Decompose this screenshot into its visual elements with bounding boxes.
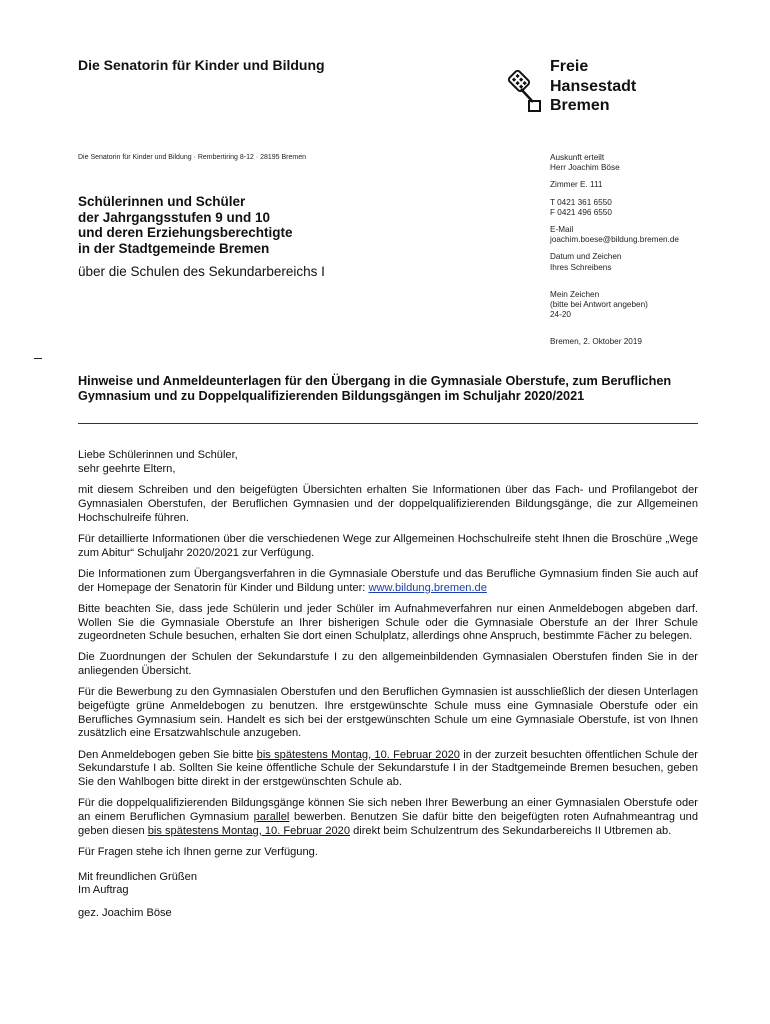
our-reference-hint: (bitte bei Antwort angeben): [550, 300, 648, 310]
deadline-underlined: bis spätestens Montag, 10. Februar 2020: [256, 748, 460, 761]
info-column: [550, 153, 750, 355]
contact-label: Auskunft erteilt: [550, 153, 605, 162]
paragraph-6: Für die Bewerbung zu den Gymnasialen Oberstufen und den Beruflichen Gymnasien ist ausschließlich der diesen Unterlagen beigefügte grüne Anmeldebogen zu benutzen. Ihre erstgewünschte Schule muss eine Gymnasiale Oberstufe oder ein Berufliches Gymnasium sein. Handelt es sich bei der erstgewünschten Schule um eine Gymnasiale Oberstufe, ist von Ihnen zusätzlich eine Ersatzwahlschule anzugeben.: [78, 686, 698, 740]
website-link[interactable]: www.bildung.bremen.de: [368, 581, 487, 594]
contact-name: Herr Joachim Böse: [550, 163, 620, 173]
deadline-underlined-2: bis spätestens Montag, 10. Februar 2020: [147, 824, 350, 837]
paragraph-3-text: Die Informationen zum Übergangsverfahren in die Gymnasiale Oberstufe und das Berufliche Gymnasium finden Sie auch auf der Homepage der Senatorin für Kinder und Bildung unter:: [78, 567, 698, 594]
fold-mark: [34, 358, 42, 359]
logo-line-3: Bremen: [550, 97, 610, 114]
paragraph-8-text-b: bewerben. Benutzen Sie dafür bitte den beigefügten roten Aufnahmeantrag und geben diesen: [78, 810, 698, 837]
paragraph-8: [78, 797, 698, 838]
salutation: [78, 449, 698, 476]
recipient-line-2: der Jahrgangsstufen 9 und 10: [78, 209, 271, 225]
your-reference-label: Datum und Zeichen: [550, 252, 622, 262]
phone-number: T 0421 361 6550: [550, 197, 612, 207]
room-number: Zimmer E. 111: [550, 180, 603, 190]
recipient-line-1: Schülerinnen und Schüler: [78, 194, 246, 209]
paragraph-7-text-b: in der zurzeit besuchten öffentlichen Schule der Sekundarstufe I ab. Sollten Sie keine öffentliche Schule der Sekundarstufe I in der Stadtgemeinde Bremen besuchen, geben Sie den Wahlbogen bitte direkt in der erstgewünschten Schule ab.: [78, 748, 699, 789]
paragraph-5: Die Zuordnungen der Schulen der Sekundarstufe I zu den allgemeinbildenden Gymnasialen Oberstufen finden Sie in der anliegenden Übersicht.: [78, 651, 698, 678]
letter-subject: Hinweise und Anmeldeunterlagen für den Übergang in die Gymnasiale Oberstufe, zum Beruflichen Gymnasium und zu Doppelqualifizierenden Bildungsgängen im Schuljahr 2020/2021: [78, 374, 672, 403]
recipient-via: über die Schulen des Sekundarbereichs I: [78, 264, 325, 279]
sender-title: Die Senatorin für Kinder und Bildung: [78, 57, 325, 73]
return-address: Die Senatorin für Kinder und Bildung · Rembertiring 8-12 · 28195 Bremen: [78, 154, 307, 161]
paragraph-7: [78, 749, 698, 790]
email-label: E-Mail: [550, 225, 574, 235]
logo-line-1: Freie: [550, 58, 589, 75]
parallel-underlined: parallel: [253, 810, 290, 823]
signature: gez. Joachim Böse: [78, 906, 172, 919]
letter-body: [78, 449, 698, 928]
paragraph-4: Bitte beachten Sie, dass jede Schülerin und jeder Schüler im Aufnahmeverfahren nur einen Anmeldebogen abgeben darf. Wollen Sie die Gymnasiale Oberstufe an Ihrer bisherigen Schule oder die Gymnasiale Oberstufe an der Ihrer Schule zugeordneten Schule besuchen, erhalten Sie dort einen Schulplatz, allerdings ohne Anspruch, bestimmte Fächer zu belegen.: [78, 602, 698, 643]
paragraph-9: Für Fragen stehe ich Ihnen gerne zur Verfügung.: [78, 845, 318, 858]
closing-line-2: Im Auftrag: [78, 884, 129, 897]
our-reference-label: Mein Zeichen: [550, 289, 600, 299]
recipient-line-3: und deren Erziehungsberechtigte: [78, 225, 293, 240]
your-reference-label-2: Ihres Schreibens: [550, 262, 612, 272]
salutation-line-1: Liebe Schülerinnen und Schüler,: [78, 449, 238, 461]
salutation-line-2: sehr geehrte Eltern,: [78, 462, 176, 475]
closing-line-1: Mit freundlichen Grüßen: [78, 870, 198, 883]
paragraph-7-text-a: Den Anmeldebogen geben Sie bitte: [78, 748, 257, 761]
email-address[interactable]: joachim.boese@bildung.bremen.de: [550, 235, 679, 245]
subject-divider: [78, 423, 698, 424]
paragraph-3: [78, 568, 698, 595]
recipient-line-4: in der Stadtgemeinde Bremen: [78, 240, 270, 256]
paragraph-8-text-a: Für die doppelqualifizierenden Bildungsgänge können Sie sich neben Ihrer Bewerbung an einer Gymnasialen Oberstufe oder an einem Beruflichen Gymnasium: [78, 797, 698, 823]
paragraph-1: mit diesem Schreiben und den beigefügten Übersichten erhalten Sie Informationen über das Fach- und Profilangebot der Gymnasialen Oberstufen, der Beruflichen Gymnasien und der doppelqualifizierenden Bildungsgänge, die zur Allgemeinen Hochschulreife führen.: [78, 484, 698, 524]
letter-date: Bremen, 2. Oktober 2019: [550, 337, 642, 347]
closing: [78, 871, 698, 898]
paragraph-2: Für detaillierte Informationen über die verschiedenen Wege zur Allgemeinen Hochschulreife steht Ihnen die Broschüre „Wege zum Abitur“ Schuljahr 2020/2021 zur Verfügung.: [78, 533, 698, 559]
recipient-block: [78, 194, 293, 256]
paragraph-8-text-c: direkt beim Schulzentrum des Sekundarbereichs II Utbremen ab.: [350, 824, 672, 837]
logo-line-2: Hansestadt: [550, 77, 637, 95]
fax-number: F 0421 496 6550: [550, 207, 612, 217]
city-logo-text: [550, 57, 636, 116]
our-reference-value: 24-20: [550, 310, 571, 320]
bremen-key-icon: [508, 70, 542, 116]
